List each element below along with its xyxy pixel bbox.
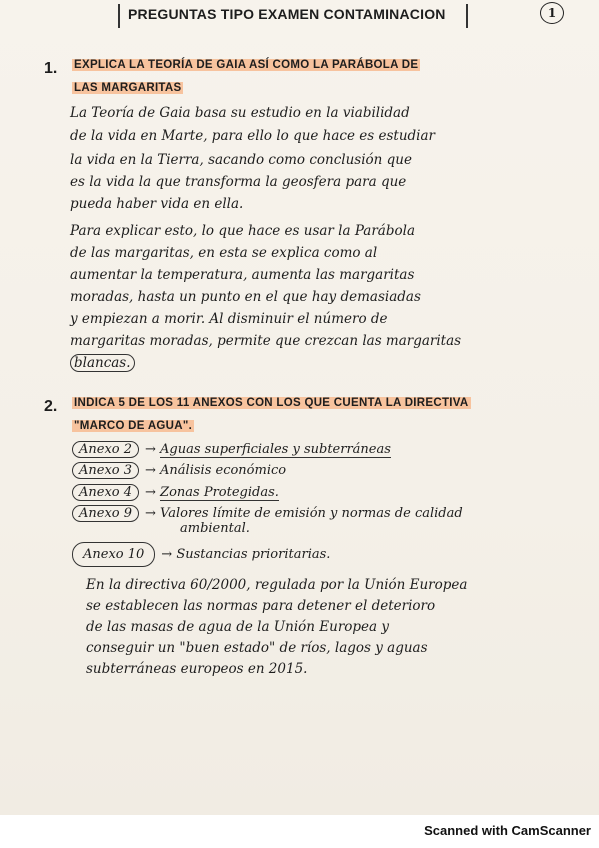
answer-1-line: la vida en la Tierra, sacando como conclusión que (70, 152, 412, 168)
arrow-icon: → (145, 485, 161, 500)
question-1-line-2: LAS MARGARITAS (74, 82, 182, 94)
paragraph-line: En la directiva 60/2000, regulada por la Unión Europea (86, 577, 468, 593)
arrow-icon: → (145, 442, 161, 457)
annex-description: Aguas superficiales y subterráneas (160, 442, 391, 457)
answer-1-line: Para explicar esto, lo que hace es usar la Parábola (70, 223, 415, 239)
annex-label: Anexo 2 (72, 441, 139, 458)
answer-1-line: de las margaritas, en esta se explica como al (70, 245, 378, 261)
question-2-number: 2. (44, 398, 58, 415)
arrow-icon: → (145, 463, 161, 478)
annex-item-continuation (180, 521, 250, 536)
annex-description: Zonas Protegidas. (160, 485, 279, 500)
page-title: PREGUNTAS TIPO EXAMEN CONTAMINACION (128, 6, 446, 22)
question-1-line-1: EXPLICA LA TEORÍA DE GAIA ASÍ COMO LA PARÁBOLA DE (74, 59, 419, 71)
answer-1-line: La Teoría de Gaia basa su estudio en la viabilidad (70, 105, 410, 121)
question-1-text (72, 54, 420, 100)
answer-1-line: moradas, hasta un punto en el que hay demasiadas (70, 289, 421, 305)
answer-1-line: aumentar la temperatura, aumenta las margaritas (70, 267, 415, 283)
paragraph-line: se establecen las normas para detener el deterioro (86, 598, 436, 614)
annex-item (72, 505, 463, 522)
page-number: 1 (540, 2, 564, 24)
answer-1-line: es la vida la que transforma la geosfera para que (70, 174, 407, 190)
paragraph-line: conseguir un "buen estado" de ríos, lagos y aguas (86, 640, 428, 656)
answer-1-line: de la vida en Marte, para ello lo que hace es estudiar (70, 128, 435, 144)
annex-label: Anexo 9 (72, 505, 139, 522)
arrow-icon: → (161, 547, 177, 562)
annex-description: Sustancias prioritarias. (176, 547, 331, 562)
annex-description: ambiental. (180, 521, 250, 536)
scanner-footer (0, 815, 599, 848)
footer-text: Scanned with CamScanner (424, 823, 591, 838)
annex-item (72, 462, 286, 479)
annex-label: Anexo 3 (72, 462, 139, 479)
annex-description: Valores límite de emisión y normas de calidad (160, 506, 463, 521)
answer-1-line (70, 353, 135, 374)
annex-item (72, 484, 279, 501)
paragraph-line: de las masas de agua de la Unión Europea y (86, 619, 390, 635)
annex-item (72, 542, 330, 567)
annex-item (72, 441, 391, 458)
annex-label: Anexo 10 (72, 542, 155, 567)
paragraph-line: subterráneas europeos en 2015. (86, 661, 308, 677)
annex-description: Análisis económico (160, 463, 287, 478)
question-2-line-2: "MARCO DE AGUA". (74, 420, 193, 432)
annex-label: Anexo 4 (72, 484, 139, 501)
answer-1-line: margaritas moradas, permite que crezcan las margaritas (70, 333, 462, 349)
question-1-number: 1. (44, 60, 58, 77)
arrow-icon: → (145, 506, 161, 521)
circled-word: blancas. (70, 354, 135, 372)
question-2-line-1: INDICA 5 DE LOS 11 ANEXOS CON LOS QUE CUENTA LA DIRECTIVA (74, 397, 469, 409)
answer-1-line: pueda haber vida en ella. (70, 196, 244, 212)
answer-1-line: y empiezan a morir. Al disminuir el número de (70, 311, 388, 327)
question-2-text (72, 392, 471, 438)
